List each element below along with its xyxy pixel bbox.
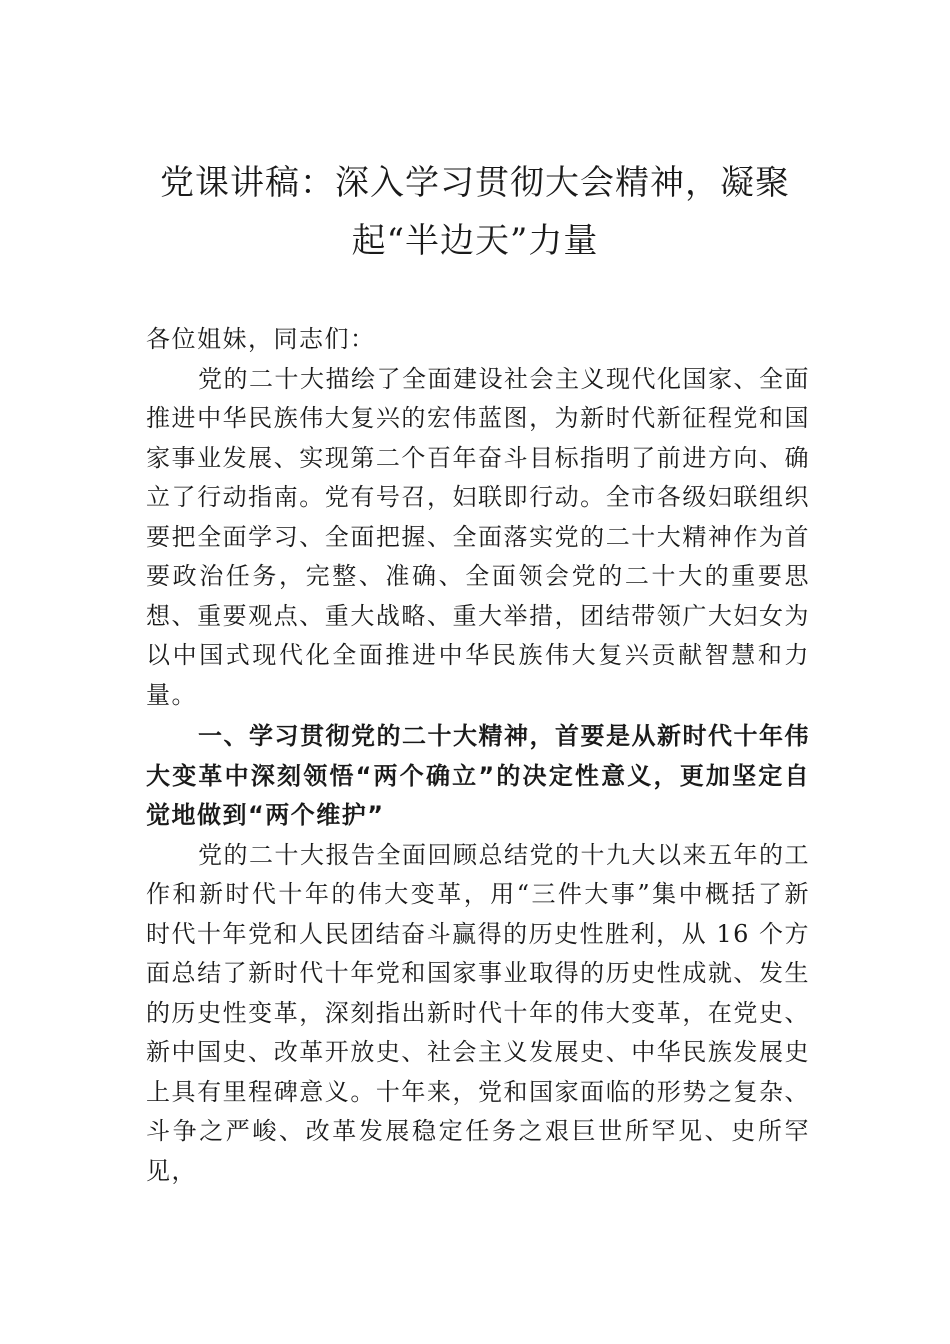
title-line-1: 党课讲稿：深入学习贯彻大会精神，凝聚: [160, 163, 790, 203]
document-body: [146, 320, 810, 1191]
title-line-2: 起“半边天”力量: [351, 221, 599, 261]
document-title: [140, 154, 810, 270]
paragraph-section-1: 党的二十大报告全面回顾总结党的十九大以来五年的工作和新时代十年的伟大变革，用“三件大事”集中概括了新时代十年党和人民团结奋斗赢得的历史性胜利，从 16 个方面总结了新时代十年党和国家事业取得的历史性成就、发生的历史性变革，深刻指出新时代十年的伟大变革，在党史、新中国史、改革开放史、社会主义发展史、中华民族发展史上具有里程碑意义。十年来，党和国家面临的形势之复杂、 斗争之严峻、改革发展稳定任务之艰巨世所罕见、史所罕见，: [146, 840, 810, 1185]
paragraph-intro: 党的二十大描绘了全面建设社会主义现代化国家、全面推进中华民族伟大复兴的宏伟蓝图，为新时代新征程党和国家事业发展、实现第二个百年奋斗目标指明了前进方向、确立了行动指南。党有号召，妇联即行动。全市各级妇联组织 要把全面学习、全面把握、全面落实党的二十大精神作为首要政治任务，完整、准确、全面领会党的二十大的重要思想、重要观点、重大战略、重大举措，团结带领广大妇女为以中国式现代化全面推进中华民族伟大复兴贡献智慧和力量。: [146, 364, 810, 709]
greeting: 各位姐妹，同志们：: [146, 325, 376, 353]
section-heading: 一、学习贯彻党的二十大精神，首要是从新时代十年伟大变革中深刻领悟“两个确立”的决定性意义，更加坚定自觉地做到“两个维护”: [146, 722, 810, 829]
